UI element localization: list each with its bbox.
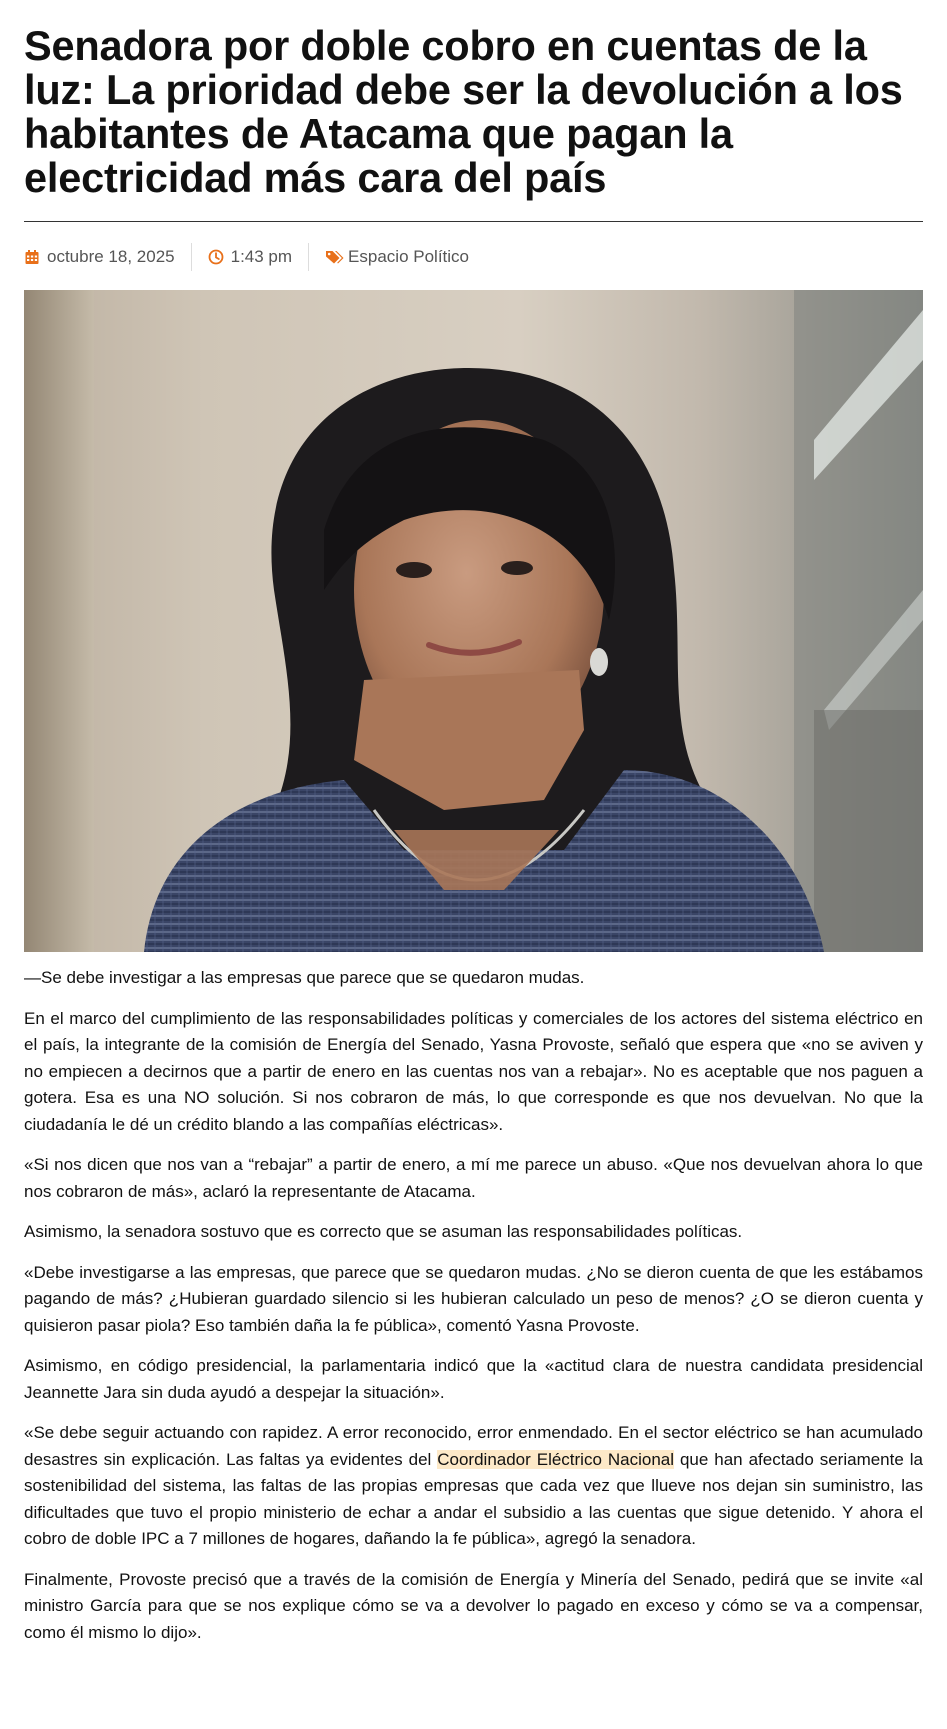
article-title: Senadora por doble cobro en cuentas de la luz: La prioridad debe ser la devolución a los habitantes de Atacama que pagan la electricidad más cara del país (24, 22, 903, 201)
article-meta (24, 242, 923, 272)
featured-photo (24, 290, 923, 952)
paragraph-text: que han afectado seriamente la sostenibilidad del sistema, las faltas de las propias empresas que cada vez que llueve nos dejan sin suministro, las dificultades que tuvo el propio ministerio de echar a andar el subsidio a las cuentas que sigue detenido. Y ahora el cobro de doble IPC a 7 millones de hogares, dañando la fe pública», agregó la senadora. (24, 1449, 923, 1548)
clock-icon (208, 249, 224, 265)
calendar-icon (24, 249, 40, 265)
article-paragraph: Asimismo, en código presidencial, la parlamentaria indicó que la «actitud clara de nuestra candidata presidencial Jeannette Jara sin duda ayudó a despejar la situación». (24, 1356, 923, 1402)
meta-category[interactable] (325, 247, 469, 267)
article-body (24, 965, 923, 1646)
meta-separator (308, 243, 309, 271)
tags-icon (325, 249, 345, 265)
title-divider (24, 221, 923, 222)
paragraph-text: «Se debe seguir actuando con rapidez. A error reconocido, error enmendado. En el sector eléctrico se han acumulado desastres sin explicación. Las faltas ya evidentes del (24, 1423, 923, 1469)
article-paragraph: En el marco del cumplimiento de las responsabilidades políticas y comerciales de los actores del sistema eléctrico en el país, la integrante de la comisión de Energía del Senado, Yasna Provoste, señaló que espera que «no se aviven y no empiecen a decirnos que a partir de enero en las cuentas nos van a rebajar». No es aceptable que nos paguen a gotera. Esa es una NO solución. Si nos cobraron de más, lo que corresponde es que nos devuelvan. No que la ciudadanía le dé un crédito blando a las compañías eléctricas». (24, 1008, 923, 1134)
coordinador-link[interactable]: Coordinador Eléctrico Nacional (437, 1449, 675, 1469)
article-paragraph: —Se debe investigar a las empresas que parece que se quedaron mudas. (24, 968, 585, 987)
meta-date[interactable] (24, 247, 175, 267)
article-paragraph: Finalmente, Provoste precisó que a través de la comisión de Energía y Minería del Senado, pedirá que se invite «al ministro García para que se nos explique cómo se va a devolver lo pagado en exceso y cómo se va a compensar, como él mismo lo dijo». (24, 1569, 923, 1642)
time-text: 1:43 pm (230, 247, 293, 266)
date-text: octubre 18, 2025 (47, 247, 175, 266)
article-paragraph: «Si nos dicen que nos van a “rebajar” a partir de enero, a mí me parece un abuso. «Que nos devuelvan ahora lo que nos cobraron de más», aclaró la representante de Atacama. (24, 1155, 923, 1201)
article-paragraph: Asimismo, la senadora sostuvo que es correcto que se asuman las responsabilidades políticas. (24, 1222, 743, 1241)
article-paragraph (24, 1420, 923, 1553)
article-paragraph: «Debe investigarse a las empresas, que parece que se quedaron mudas. ¿No se dieron cuenta de que les estábamos pagando de más? ¿Hubieran guardado silencio si les hubieran calculado un peso de menos? ¿O se dieron cuenta y quisieron pasar piola? Eso también daña la fe pública», comentó Yasna Provoste. (24, 1262, 923, 1335)
category-link: Espacio Político (348, 247, 469, 266)
meta-time[interactable] (208, 247, 292, 267)
meta-separator (191, 243, 192, 271)
